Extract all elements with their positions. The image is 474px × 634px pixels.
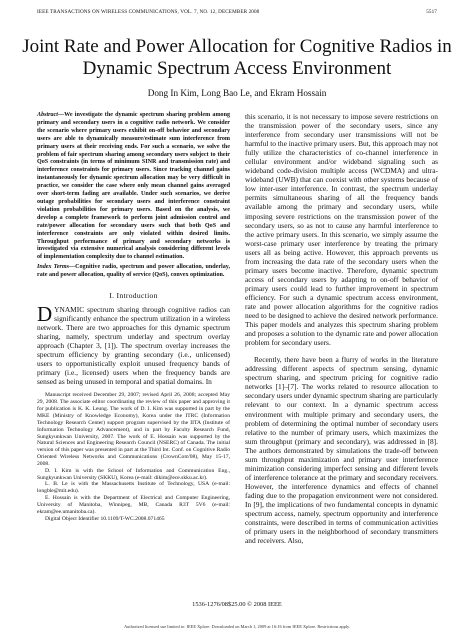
- footnote-doi: Digital Object Identifier 10.1109/T-WC.2008.071465: [45, 515, 165, 522]
- left-column: [37, 112, 230, 522]
- paper-title: Joint Rate and Power Allocation for Cognitive Radios in Dynamic Spectrum Access Environment: [22, 36, 452, 79]
- issn-line: 1536-1276/08$25.00 © 2008 IEEE: [192, 601, 282, 608]
- index-terms-text: —Cognitive radio, spectrum and power allocation, underlay, rate and power allocation, quality of service (QoS), convex optimization.: [37, 264, 230, 279]
- license-line: Authorized licensed use limited to: IEEE Xplore. Downloaded on March 1, 2009 at 16:16 from IEEE Xplore. Restrictions apply.: [123, 624, 351, 629]
- footnote-hossain: E. Hossain is with the Department of Electrical and Computer Engineering, University of Manitoba, Winnipeg, MB, Canada R3T 5V6 (e-mail: ekram@ee.umanitoba.ca).: [37, 495, 230, 515]
- footnote-le: L. B. Le is with the Massachusetts Institute of Technology, USA (e-mail: longble@mit.edu).: [37, 481, 230, 495]
- abstract-text: —We investigate the dynamic spectrum sharing problem among primary and secondary users in a cognitive radio network. We consider the scenario where primary users exhibit on-off behavior and secondary users are able to dynamically measure/estimate sum interference from primary users at their receiving ends. For such a scenario, we solve the problem of fair spectrum sharing among secondary users subject to their QoS constraints (in terms of minimum SINR and transmission rate) and interference constraints for primary users. Since tracking channel gains instantaneously for dynamic spectrum allocation may be very difficult in practice, we consider the case where only mean channel gains averaged over short-term fading are available. Under such scenarios, we derive outage probabilities for secondary users and interference constraint violation probabilities for primary users. Based on the analysis, we develop a complete framework to perform joint admission control and rate/power allocation for secondary users such that both QoS and interference constraints are only violated within desired limits. Throughput performance of primary and secondary networks is investigated via extensive numerical analysis considering different levels of implementation complexity due to channel estimation.: [37, 112, 230, 261]
- author-line: Dong In Kim, Long Bao Le, and Ekram Hossain: [147, 88, 327, 98]
- page-number: 5517: [426, 9, 437, 15]
- journal-line: IEEE TRANSACTIONS ON WIRELESS COMMUNICATIONS, VOL. 7, NO. 12, DECEMBER 2008: [37, 9, 260, 15]
- section-heading: I. Introduction: [109, 291, 158, 301]
- abstract: [37, 112, 230, 262]
- footnote-manuscript: Manuscript received December 29, 2007; revised April 26, 2008; accepted May 29, 2008. The associate editor coordinating the review of this paper and approving it for publication is K. K. Leung. The work of D. I. Kim was supported in part by the MKE (Ministry of Knowledge Economy), Korea under the ITRC (Information Technology Research Center) support program supervised by the IITA (Institute of Information Technology Advancement), and in part by Faculty Research Fund, Sungkyunkwan University, 2007. The work of E. Hossain was supported by the Natural Sciences and Engineering Research Council (NSERC) of Canada. The initial version of this paper was presented in part at the Third Int. Conf. on Cognitive Radio Oriented Wireless Networks and Communications (CrownCom'08), May 15-17, 2008.: [37, 392, 230, 467]
- footnote-kim: D. I. Kim is with the School of Information and Communication Eng., Sungkyunkwan University (SKKU), Korea (e-mail: dikim@ece.skku.ac.kr).: [37, 467, 230, 481]
- body-paragraph-2: Recently, there have been a flurry of works in the literature addressing different aspects of spectrum sensing, dynamic spectrum sharing, and spectrum pricing for cognitive radio networks [1]–[7]. The works related to resource allocation to secondary users under dynamic spectrum sharing are particularly relevant to our context. In a dynamic spectrum access environment with multiple primary and secondary users, the problem of determining the optimal number of secondary users relative to the number of primary users, which maximizes the sum throughput (primary and secondary), was addressed in [8]. The authors demonstrated by simulations the trade-off between sum throughput maximization and primary user interference minimization considering imperfect sensing and different levels of interference tolerance at the primary and secondary receivers. However, the interference dynamics and effects of channel fading due to the propagation environment were not considered. In [9], the implications of two fundamental concepts in dynamic spectrum access, namely, spectrum opportunity and interference constraints, were described in terms of communication activities of primary users in the neighborhood of secondary transmitters and receivers. Also,: [245, 355, 438, 546]
- intro-text: YNAMIC spectrum sharing through cognitive radios can significantly enhance the spectrum utilization in a wireless network. There are two approaches for this dynamic spectrum sharing, namely, spectrum underlay and spectrum overlay approach (Chapter 3, [1]). The spectrum overlay increases the spectrum efficiency by granting secondary (i.e., unlicensed) users to opportunistically exploit unused frequency bands of primary (i.e., licensed) users when the frequency bands are sensed as being unused in temporal and spatial domains. In: [37, 305, 230, 387]
- abstract-lead: Abstract: [37, 112, 58, 118]
- index-terms: [37, 264, 230, 280]
- index-terms-lead: Index Terms: [37, 264, 70, 271]
- footnotes: [37, 392, 230, 522]
- intro-paragraph: [37, 302, 230, 387]
- body-paragraph-1: this scenario, it is not necessary to impose severe restrictions on the transmission power of the secondary users, since any interference from secondary user transmissions will not be harmful to the inactive primary users. But, this approach may not fully utilize the characteristics of co-channel interference in cellular environment and/or wideband signaling such as wideband code-division multiple access (WCDMA) and ultra-wideband (UWB) that can coexist with other systems because of low inter-user interference. In contrast, the spectrum underlay permits simultaneous sharing of all the frequency bands available among the primary and secondary users, while imposing severe restrictions on the transmission power of the secondary users, so as not to cause any harmful interference to the active primary users. In this scenario, we simply assume the worst-case primary user interference by treating the primary users all as being active. However, this approach prevents us from increasing the data rate of the secondary users when the primary users become inactive. Therefore, dynamic spectrum access of secondary users by adapting to on-off behavior of primary users could lead to further improvement in spectrum efficiency. For such a dynamic spectrum access environment, rate and power allocation algorithms for the cognitive radios need to be designed to achieve the desired network performance. This paper models and analyzes this spectrum sharing problem and proposes a solution to the dynamic rate and power allocation problem for secondary users.: [245, 112, 438, 348]
- drop-cap: D: [37, 302, 53, 327]
- running-head: [37, 9, 437, 15]
- right-column: [245, 112, 438, 545]
